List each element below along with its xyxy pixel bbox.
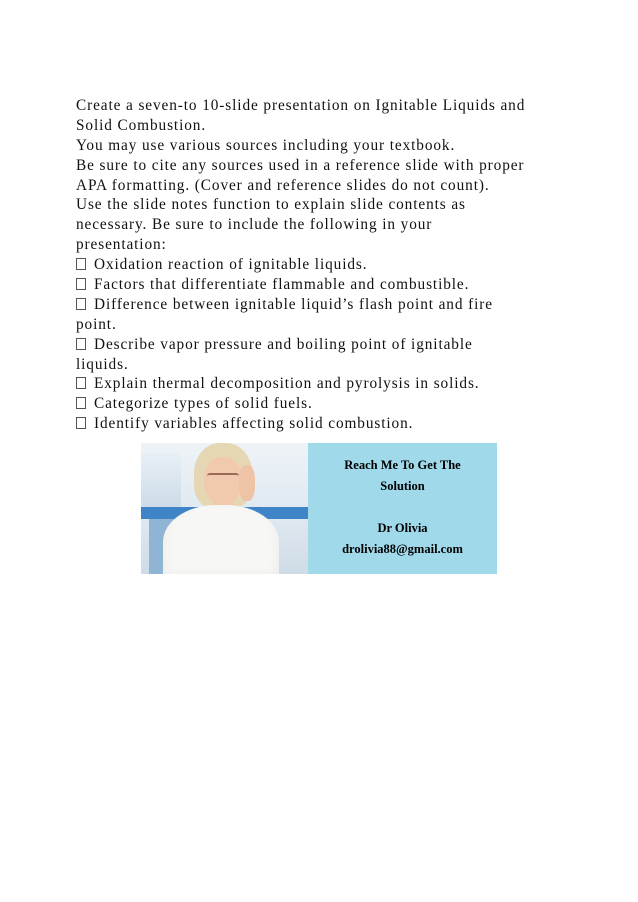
bullet-text: Difference between ignitable liquid’s flash point and fire <box>94 295 493 313</box>
bullet-continuation: liquids. <box>76 355 129 373</box>
contact-panel <box>308 443 497 574</box>
ad-banner <box>141 443 497 574</box>
text-line: Use the slide notes function to explain slide contents as <box>76 196 466 214</box>
bullet-text: Describe vapor pressure and boiling point of ignitable <box>94 335 473 353</box>
bullet-text: Factors that differentiate flammable and combustible. <box>94 276 470 294</box>
bullet-box-icon <box>76 278 86 290</box>
text-line: You may use various sources including your textbook. <box>76 136 456 154</box>
text-line: Create a seven-to 10-slide presentation on Ignitable Liquids and <box>76 97 526 114</box>
bullet-item <box>76 255 566 275</box>
bullet-text: Explain thermal decomposition and pyrolysis in solids. <box>94 375 480 393</box>
bullet-text: Categorize types of solid fuels. <box>94 395 313 413</box>
bullet-text: Identify variables affecting solid combustion. <box>94 415 414 433</box>
bullet-text: Oxidation reaction of ignitable liquids. <box>94 256 368 274</box>
text-line: presentation: <box>76 236 167 254</box>
contact-email[interactable]: drolivia88@gmail.com <box>342 542 463 556</box>
bullet-continuation: point. <box>76 315 117 333</box>
ad-headline-line: Solution <box>380 479 425 493</box>
bullet-item <box>76 394 566 414</box>
text-line: Solid Combustion. <box>76 116 207 134</box>
woman-photo <box>141 443 308 574</box>
text-line: necessary. Be sure to include the following in your <box>76 216 433 234</box>
bullet-box-icon <box>76 338 86 350</box>
bullet-item <box>76 414 566 434</box>
text-line: Be sure to cite any sources used in a reference slide with proper <box>76 156 525 174</box>
ad-contact <box>308 518 497 560</box>
bullet-item <box>76 335 566 355</box>
ad-headline-line: Reach Me To Get The <box>344 458 461 472</box>
bullet-item <box>76 275 566 295</box>
contact-name: Dr Olivia <box>377 521 428 535</box>
document-body <box>76 96 566 434</box>
bullet-box-icon <box>76 417 86 429</box>
bullet-box-icon <box>76 377 86 389</box>
ad-headline <box>308 455 497 497</box>
bullet-box-icon <box>76 298 86 310</box>
bullet-box-icon <box>76 397 86 409</box>
bullet-box-icon <box>76 258 86 270</box>
bullet-item <box>76 295 566 315</box>
bullet-item <box>76 374 566 394</box>
text-line: APA formatting. (Cover and reference slides do not count). <box>76 176 490 194</box>
